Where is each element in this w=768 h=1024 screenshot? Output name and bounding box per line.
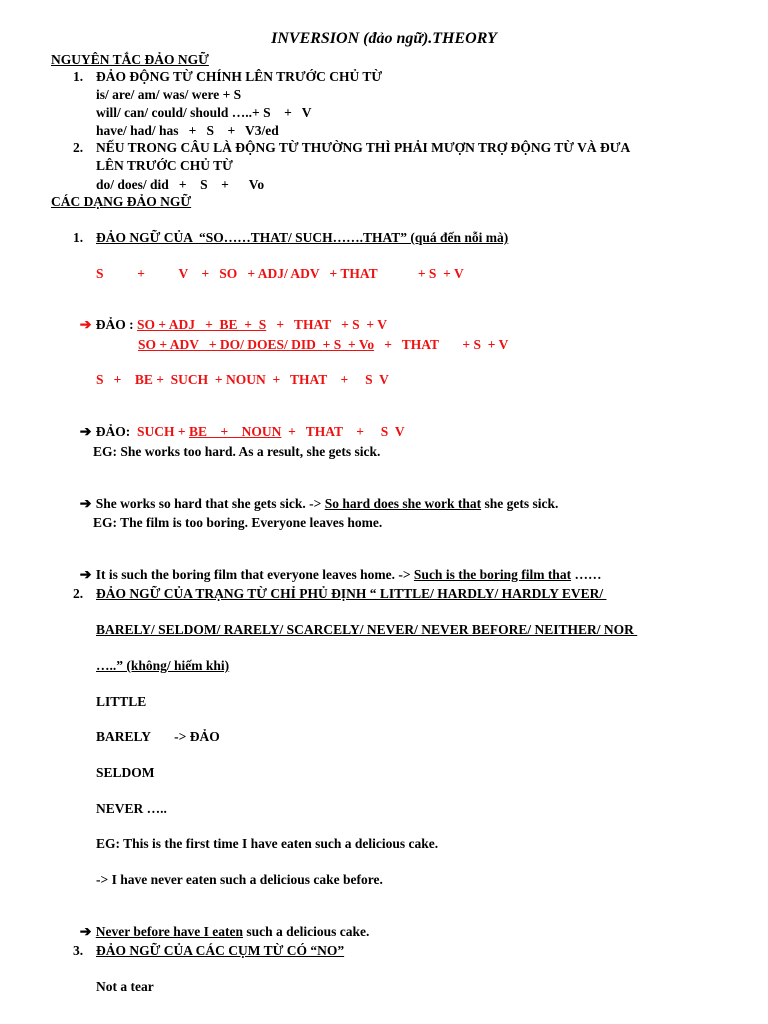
formula-5-underlined: BE + NOUN <box>188 424 282 439</box>
section-3-line-1: Not a tear <box>96 979 154 994</box>
answer-1-b: she gets sick. <box>481 496 559 511</box>
formula-3-underlined: SO + ADV + DO/ DOES/ DID + S + Vo <box>138 337 375 352</box>
rule-1-line-1: is/ are/ am/ was/ were + S <box>96 87 242 102</box>
rule-1-text: ĐẢO ĐỘNG TỪ CHÍNH LÊN TRƯỚC CHỦ TỪ <box>96 69 383 84</box>
formula-1: S + V + SO + ADJ/ ADV + THAT + S + V <box>96 266 464 281</box>
dao-label: ĐẢO : <box>95 317 134 332</box>
word-seldom: SELDOM <box>96 765 155 780</box>
answer-1-a: She works so hard that she gets sick. -> <box>95 496 325 511</box>
section-1-number: 1. <box>73 230 84 245</box>
right-arrow-icon: ➔ <box>79 497 92 512</box>
formula-3-rest: + THAT + S + V <box>374 337 509 352</box>
right-arrow-icon: ➔ <box>79 925 92 940</box>
section-2-number: 2. <box>73 586 84 601</box>
rule-2-line-1: do/ does/ did + S + Vo <box>96 177 265 192</box>
word-little: LITTLE <box>96 694 147 709</box>
section-2-title-c: …..” (không/ hiếm khi) <box>96 658 230 673</box>
formula-3-line <box>138 337 508 353</box>
right-arrow-icon: ➔ <box>79 425 92 440</box>
formula-5-such: SUCH + <box>137 424 186 439</box>
answer-2-line <box>73 551 601 584</box>
dao-label: ĐẢO: <box>95 424 131 439</box>
rule-2-text-b: LÊN TRƯỚC CHỦ TỪ <box>96 158 233 173</box>
word-never: NEVER ….. <box>96 801 167 816</box>
section-3-title: ĐẢO NGỮ CỦA CÁC CỤM TỪ CÓ “NO” <box>96 943 345 958</box>
right-arrow-icon: ➔ <box>79 568 92 583</box>
answer-2-a: It is such the boring film that everyone leaves home. -> <box>95 567 414 582</box>
answer-3-line <box>73 908 369 941</box>
rule-1-line-2: will/ can/ could/ should …..+ S + V <box>96 105 312 120</box>
answer-2-b: …… <box>571 567 602 582</box>
answer-1-line <box>73 480 558 513</box>
section-3-number: 3. <box>73 943 84 958</box>
formula-2-line <box>73 301 387 334</box>
rule-2-text-a: NẾU TRONG CÂU LÀ ĐỘNG TỪ THƯỜNG THÌ PHẢI MƯỢN TRỢ ĐỘNG TỪ VÀ ĐƯA <box>96 140 631 155</box>
formula-5-line <box>73 408 405 441</box>
principles-heading: NGUYÊN TẮC ĐẢO NGỮ <box>51 52 209 67</box>
right-arrow-icon: ➔ <box>79 318 92 333</box>
rule-1-line-3: have/ had/ has + S + V3/ed <box>96 123 279 138</box>
example-3: EG: This is the first time I have eaten such a delicious cake. <box>96 836 439 851</box>
result-3: -> I have never eaten such a delicious cake before. <box>96 872 383 887</box>
forms-heading: CÁC DẠNG ĐẢO NGỮ <box>51 194 192 209</box>
answer-2-underlined: Such is the boring film that <box>413 567 572 582</box>
answer-3-rest: such a delicious cake. <box>242 924 370 939</box>
formula-2-underlined: SO + ADJ + BE + S <box>137 317 267 332</box>
section-2-title-a: ĐẢO NGỮ CỦA TRẠNG TỪ CHỈ PHỦ ĐỊNH “ LITTLE/ HARDLY/ HARDLY EVER/ <box>96 586 607 601</box>
example-1: EG: She works too hard. As a result, she gets sick. <box>93 444 381 459</box>
answer-1-underlined: So hard does she work that <box>324 496 482 511</box>
section-2-title-b: BARELY/ SELDOM/ RARELY/ SCARCELY/ NEVER/ NEVER BEFORE/ NEITHER/ NOR <box>96 622 638 637</box>
word-barely: BARELY -> ĐẢO <box>96 729 220 744</box>
example-2: EG: The film is too boring. Everyone leaves home. <box>93 515 383 530</box>
formula-5-rest: + THAT + S V <box>281 424 405 439</box>
formula-2-rest: + THAT + S + V <box>266 317 387 332</box>
rule-2-number: 2. <box>73 140 84 155</box>
answer-3-underlined: Never before have I eaten <box>95 924 243 939</box>
page-title: INVERSION (đảo ngữ).THEORY <box>271 30 497 47</box>
section-1-title: ĐẢO NGỮ CỦA “SO……THAT/ SUCH…….THAT” (quá đến nỗi mà) <box>96 230 509 245</box>
rule-1-number: 1. <box>73 69 84 84</box>
formula-4: S + BE + SUCH + NOUN + THAT + S V <box>96 372 389 387</box>
